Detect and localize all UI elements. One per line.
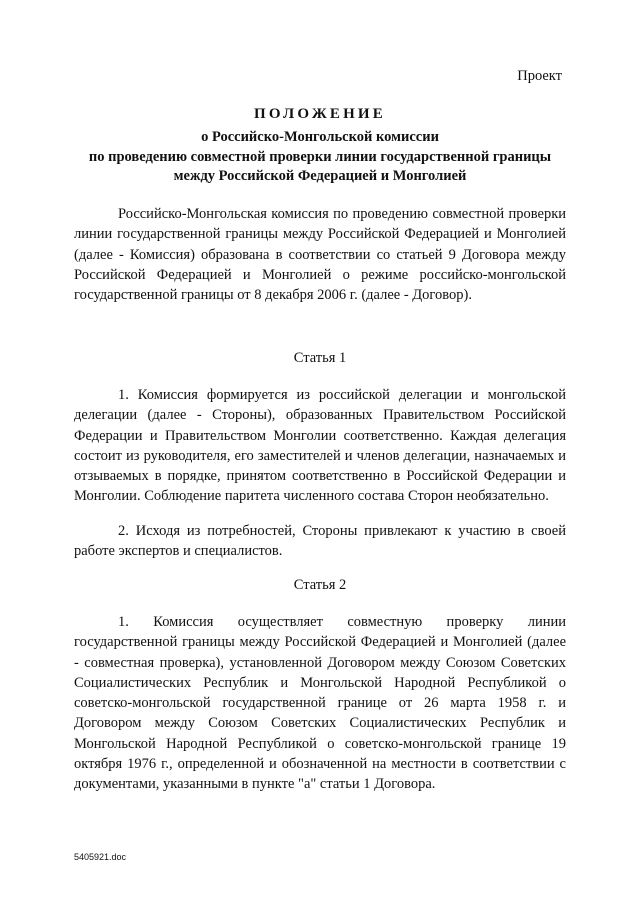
intro-paragraph: Российско-Монгольская комиссия по проведению совместной проверки линии государственной границы между Российской Федерацией и Монголией (далее - Комиссия) образована в соответствии со статьей 9 Договора между Российской Федерацией и Монголией о режиме российско-монгольской государственной границы от 8 декабря 2006 г. (далее - Договор). [74, 206, 566, 304]
file-label: 5405921.doc [74, 852, 127, 862]
subtitle-line: о Российско-Монгольской комиссии [201, 129, 439, 145]
subtitle-line: по проведению совместной проверки линии государственной границы [88, 148, 552, 165]
subtitle-line: между Российской Федерацией и Монголией [173, 168, 467, 184]
article-1-heading: Статья 1 [293, 350, 347, 366]
document-subtitle [60, 128, 580, 187]
document-title: ПОЛОЖЕНИЕ [253, 106, 387, 122]
draft-stamp: Проект [517, 68, 562, 84]
article-2-paragraph-1: 1. Комиссия осуществляет совместную проверку линии государственной границы между Российской Федерацией и Монголией (далее - совместная проверка), установленной Договором между Союзом Советских Социалистических Республик и Монгольской Народной Республикой о советско-монгольской государственной границе от 26 марта 1958 г. и Договором между Союзом Советских Социалистических Республик и Монгольской Народной Республикой о советско-монгольской границе 19 октября 1976 г., определенной и обозначенной на местности в соответствии с документами, указанными в пункте "а" статьи 1 Договора. [74, 614, 566, 793]
article-2-heading: Статья 2 [293, 577, 347, 593]
article-1-paragraph-1: 1. Комиссия формируется из российской делегации и монгольской делегации (далее - Стороны), образованных Правительством Российской Федерации и Правительством Монголии соответственно. Каждая делегация состоит из руководителя, его заместителей и членов делегации, назначаемых и отзываемых в порядке, принятом соответственно в Российской Федерации и Монголии. Соблюдение паритета численного состава Сторон необязательно. [74, 387, 566, 505]
article-1-paragraph-2: 2. Исходя из потребностей, Стороны привлекают к участию в своей работе экспертов и специалистов. [74, 523, 566, 560]
